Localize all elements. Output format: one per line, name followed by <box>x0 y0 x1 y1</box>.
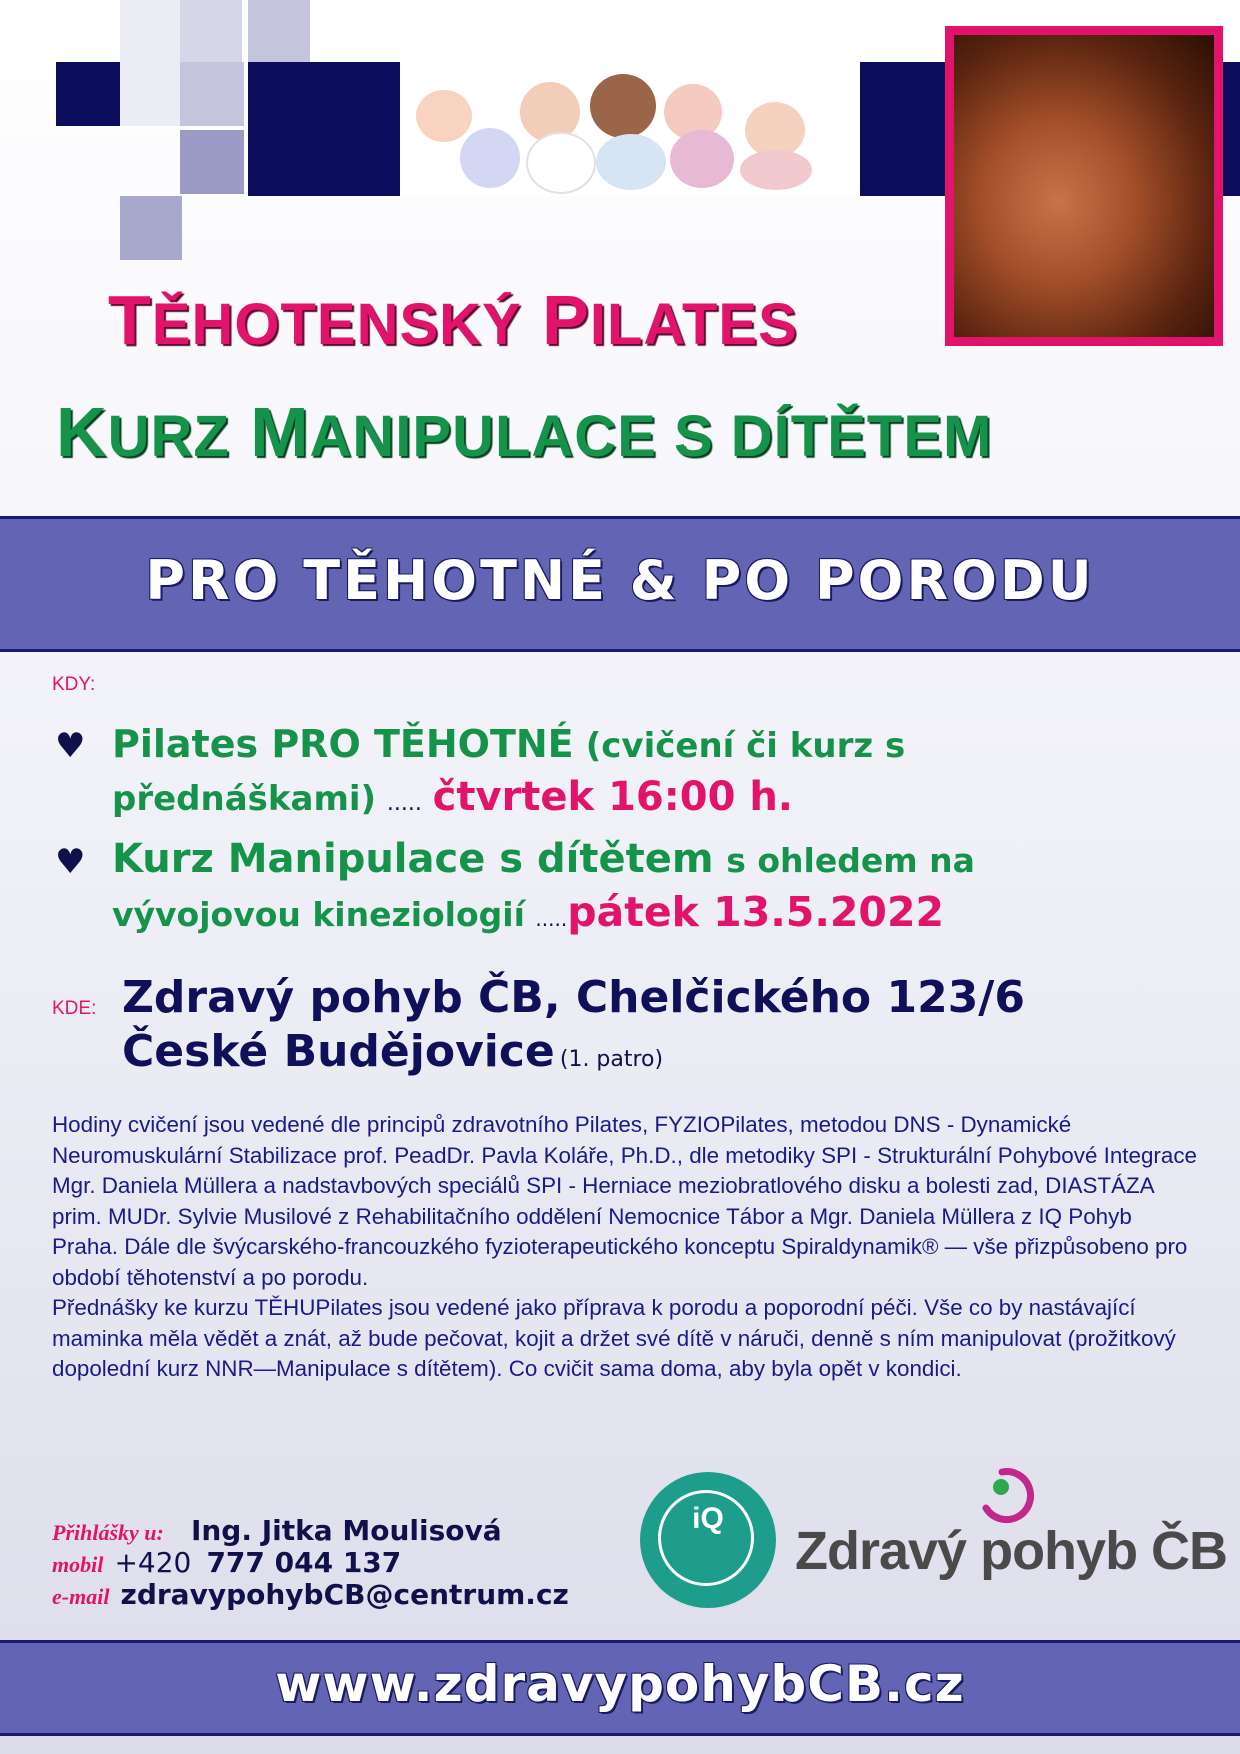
deco-square <box>248 0 310 62</box>
heart-icon: ♥ <box>55 726 86 766</box>
email-link[interactable]: zdravypohybCB@centrum.cz <box>120 1578 569 1611</box>
pregnancy-photo <box>945 26 1223 346</box>
schedule-item-1-line-1: Pilates PRO TĚHOTNÉ (cvičení či kurz s <box>112 722 906 766</box>
description <box>52 1110 1202 1385</box>
address-line-1: Zdravý pohyb ČB, Chelčického 123/6 <box>122 972 1025 1023</box>
iq-pohyb-logo: iQ <box>640 1472 776 1608</box>
title-line-2: KURZ MANIPULACE S DÍTĚTEM <box>56 393 993 471</box>
title-line-1: TĚHOTENSKÝ PILATES <box>108 281 798 359</box>
brand-name: Zdravý pohyb ČB <box>795 1521 1228 1581</box>
where-label: KDE: <box>52 998 97 1019</box>
when-label: KDY: <box>52 674 96 695</box>
description-paragraph: Přednášky ke kurzu TĚHUPilates jsou vedené jako příprava k porodu a poporodní péči. Vše co by nastávající maminka měla vědět a znát, až bude pečovat, kojit a držet své dítě v náruči, denně s ním manipulovat (prožitkový dopolední kurz NNR—Manipulace s dítětem). Co cvičit sama doma, aby byla opět v kondici. <box>52 1295 1176 1381</box>
contact-phone-row: mobil +420 777 044 137 <box>52 1546 402 1579</box>
schedule-item-2-line-1: Kurz Manipulace s dítětem s ohledem na <box>112 836 975 882</box>
deco-square <box>56 62 120 126</box>
deco-square <box>120 196 182 260</box>
phone-link[interactable]: 777 044 137 <box>206 1546 402 1579</box>
audience-band <box>0 516 1240 652</box>
deco-square <box>120 62 180 126</box>
audience-text: PRO TĚHOTNÉ & PO PORODU <box>145 549 1095 612</box>
heart-icon: ♥ <box>55 842 86 882</box>
footer-band <box>0 1640 1240 1736</box>
website-link[interactable]: www.zdravypohybCB.cz <box>275 1655 965 1713</box>
deco-square <box>180 130 244 194</box>
schedule-item-1-line-2: přednáškami) ..... čtvrtek 16:00 h. <box>112 774 794 820</box>
schedule-item-2-line-2: vývojovou kineziologií .....pátek 13.5.2022 <box>112 888 945 936</box>
babies-illustration <box>400 62 860 196</box>
deco-square <box>120 0 180 62</box>
deco-square <box>180 62 244 126</box>
contact-name-row: Přihlášky u: Ing. Jitka Moulisová <box>52 1514 502 1547</box>
description-paragraph: Hodiny cvičení jsou vedené dle principů zdravotního Pilates, FYZIOPilates, metodou DNS - Dynamické Neuromuskulární Stabilizace prof. PeadDr. Pavla Koláře, Ph.D., dle metodiky SPI - Strukturální Pohybové Integrace Mgr. Daniela Müllera a nadstavbových speciálů SPI - Herniace meziobratlového disku a bolesti zad, DIASTÁZA prim. MUDr. Sylvie Musilové z Rehabilitačního oddělení Nemocnice Tábor a Mgr. Daniela Müllera z IQ Pohyb Praha. Dále dle švýcarského-francouzkého fyzioterapeutického konceptu Spiraldynamik® — vše přizpůsobeno pro období těhotenství a po porodu. <box>52 1112 1197 1290</box>
address-line-2: České Budějovice (1. patro) <box>122 1026 664 1077</box>
deco-square <box>180 0 242 62</box>
contact-email-row: e-mail zdravypohybCB@centrum.cz <box>52 1578 569 1611</box>
